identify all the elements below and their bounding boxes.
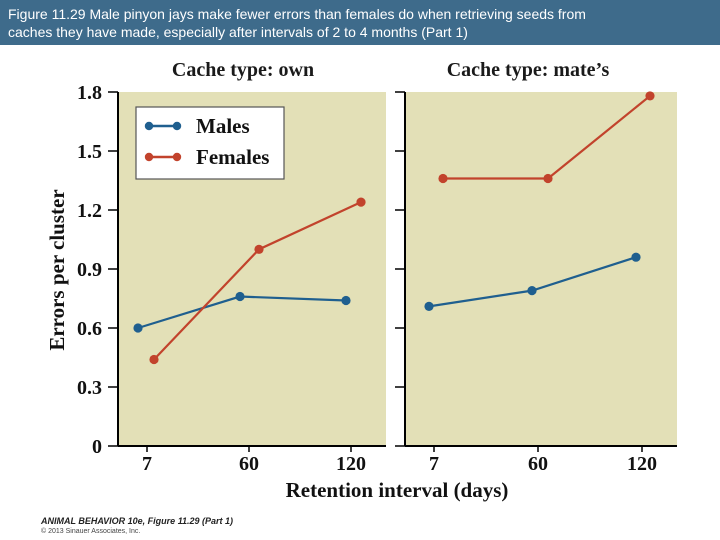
- legend-swatch-dot-females: [173, 153, 181, 161]
- y-axis-title: Errors per cluster: [45, 189, 69, 351]
- data-point-males: [631, 253, 640, 262]
- y-tick-label: 0.9: [77, 259, 102, 281]
- legend-swatch-dot-males: [173, 122, 181, 130]
- legend-label-females: Females: [196, 145, 270, 169]
- y-tick-label: 1.8: [77, 82, 102, 104]
- data-point-males: [527, 286, 536, 295]
- data-point-females: [645, 91, 654, 100]
- caption-line-2: caches they have made, especially after intervals of 2 to 4 months (Part 1): [8, 24, 468, 40]
- data-point-males: [133, 323, 142, 332]
- legend-label-males: Males: [196, 114, 250, 138]
- legend: [136, 107, 284, 179]
- data-point-females: [356, 198, 365, 207]
- y-tick-label: 1.5: [77, 141, 102, 163]
- data-point-males: [424, 302, 433, 311]
- copyright-notice: © 2013 Sinauer Associates, Inc.: [41, 528, 141, 535]
- x-tick-label: 120: [627, 453, 657, 475]
- y-tick-label: 0.6: [77, 318, 102, 340]
- data-point-females: [149, 355, 158, 364]
- caption-banner: [0, 0, 720, 45]
- errors-chart: [0, 45, 720, 510]
- y-tick-label: 0.3: [77, 377, 102, 399]
- figure-source: ANIMAL BEHAVIOR 10e, Figure 11.29 (Part 1): [41, 516, 234, 526]
- x-tick-label: 60: [528, 453, 548, 475]
- data-point-males: [235, 292, 244, 301]
- legend-swatch-dot-females: [145, 153, 153, 161]
- data-point-females: [254, 245, 263, 254]
- data-point-females: [438, 174, 447, 183]
- panel-background-2: [405, 92, 677, 446]
- legend-swatch-dot-males: [145, 122, 153, 130]
- x-tick-label: 7: [429, 453, 439, 475]
- x-tick-label: 60: [239, 453, 259, 475]
- y-tick-label: 0: [92, 436, 102, 458]
- caption-line-1: Figure 11.29 Male pinyon jays make fewer errors than females do when retrieving seeds from: [8, 6, 586, 22]
- data-point-females: [543, 174, 552, 183]
- y-tick-label: 1.2: [77, 200, 102, 222]
- panel-title-2: Cache type: mate’s: [446, 59, 610, 81]
- x-tick-label: 120: [336, 453, 366, 475]
- x-axis-title: Retention interval (days): [285, 478, 509, 502]
- x-tick-label: 7: [142, 453, 152, 475]
- data-point-males: [341, 296, 350, 305]
- panel-title-1: Cache type: own: [171, 59, 315, 81]
